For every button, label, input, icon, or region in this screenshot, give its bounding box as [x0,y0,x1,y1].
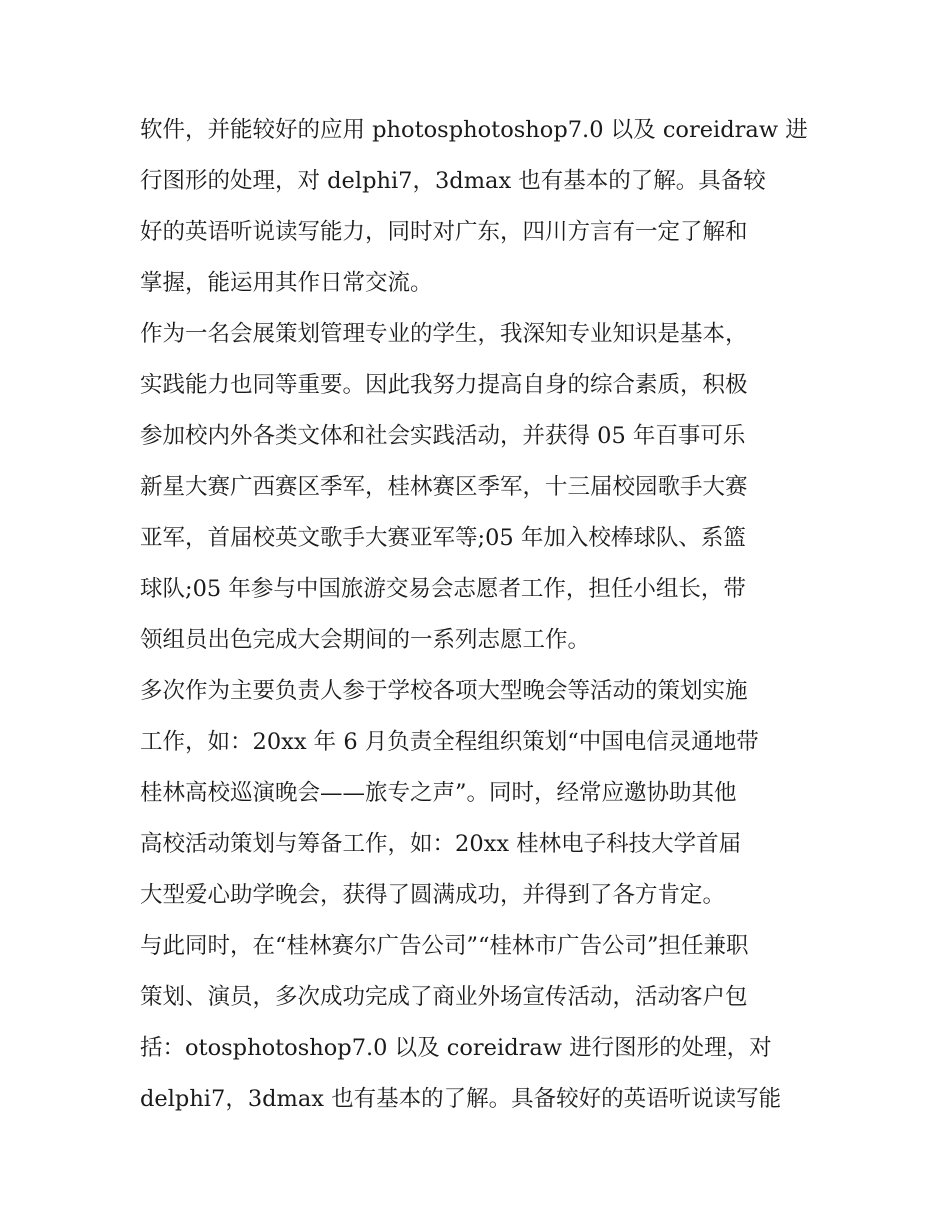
text-line: 实践能力也同等重要。因此我努力提高自身的综合素质，积极 [140,372,748,398]
text-line: 大型爱心助学晚会，获得了圆满成功，并得到了各方肯定。 [140,882,726,908]
text-line: 领组员出色完成大会期间的一系列志愿工作。 [140,627,591,653]
text-line: 括：otosphotoshop7.0 以及 coreidraw 进行图形的处理，对 [140,1035,772,1061]
text-line: 球队;05 年参与中国旅游交易会志愿者工作，担任小组长，带 [140,576,746,602]
text-line: 亚军，首届校英文歌手大赛亚军等;05 年加入校棒球队、系篮 [140,525,746,551]
text-line: 与此同时，在“桂林赛尔广告公司”“桂林市广告公司”担任兼职 [140,933,749,959]
text-line: 参加校内外各类文体和社会实践活动，并获得 05 年百事可乐 [140,423,746,449]
text-line: 桂林高校巡演晚会——旅专之声”。同时，经常应邀协助其他 [140,780,737,806]
text-line: 掌握，能运用其作日常交流。 [140,270,433,296]
text-line: 策划、演员，多次成功完成了商业外场宣传活动，活动客户包 [140,984,748,1010]
text-line: 工作，如：20xx 年 6 月负责全程组织策划“中国电信灵通地带 [140,729,759,755]
text-line: 新星大赛广西赛区季军，桂林赛区季军，十三届校园歌手大赛 [140,474,748,500]
text-line: 好的英语听说读写能力，同时对广东，四川方言有一定了解和 [140,219,748,245]
document-body [140,105,815,1125]
text-line: 作为一名会展策划管理专业的学生，我深知专业知识是基本， [140,321,748,347]
text-line: 高校活动策划与筹备工作，如：20xx 桂林电子科技大学首届 [140,831,742,857]
text-line: 行图形的处理，对 delphi7，3dmax 也有基本的了解。具备较 [140,168,766,194]
text-line: delphi7，3dmax 也有基本的了解。具备较好的英语听说读写能 [140,1086,782,1112]
text-line: 多次作为主要负责人参于学校各项大型晚会等活动的策划实施 [140,678,748,704]
text-line: 软件，并能较好的应用 photosphotoshop7.0 以及 coreidraw 进 [140,117,808,143]
